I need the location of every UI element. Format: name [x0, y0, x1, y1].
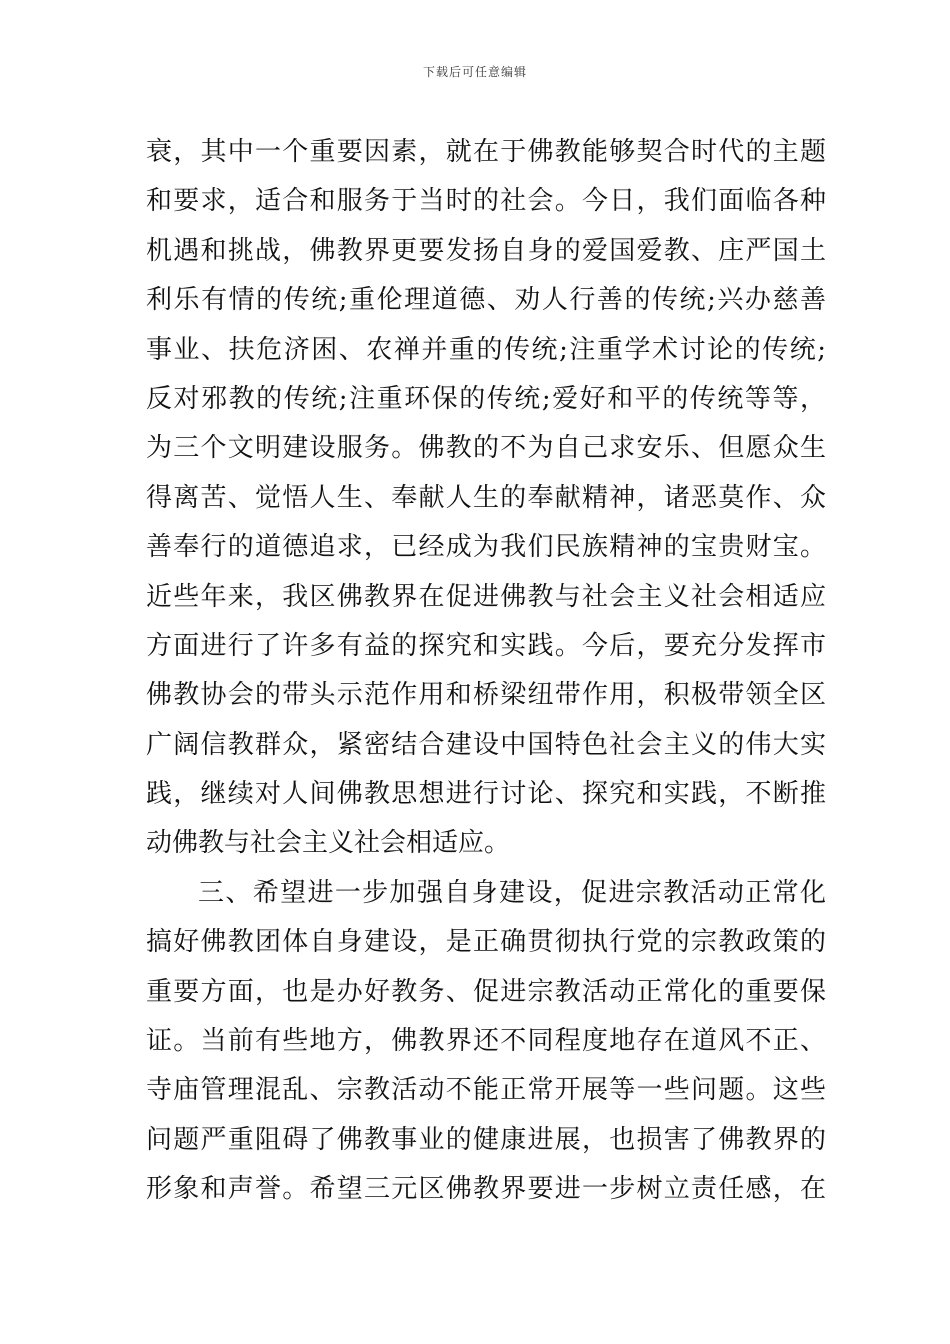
text-line: 佛教协会的带头示范作用和桥梁纽带作用，积极带领全区 — [146, 680, 826, 711]
text-line: 广阔信教群众，紧密结合建设中国特色社会主义的伟大实 — [146, 729, 826, 760]
document-body — [146, 128, 826, 1215]
text-line: 利乐有情的传统;重伦理道德、劝人行善的传统;兴办慈善 — [146, 285, 826, 316]
text-line: 得离苦、觉悟人生、奉献人生的奉献精神，诸恶莫作、众 — [146, 482, 826, 513]
text-line: 问题严重阻碍了佛教事业的健康进展，也损害了佛教界的 — [146, 1124, 826, 1155]
text-line: 反对邪教的传统;注重环保的传统;爱好和平的传统等等， — [146, 383, 826, 414]
text-line: 证。当前有些地方，佛教界还不同程度地存在道风不正、 — [146, 1026, 826, 1057]
text-line: 方面进行了许多有益的探究和实践。今后，要充分发挥市 — [146, 630, 826, 661]
text-line: 形象和声誉。希望三元区佛教界要进一步树立责任感，在 — [146, 1174, 826, 1205]
text-line: 机遇和挑战，佛教界更要发扬自身的爱国爱教、庄严国土 — [146, 235, 826, 266]
text-line: 衰，其中一个重要因素，就在于佛教能够契合时代的主题 — [146, 137, 826, 167]
text-line: 三、希望进一步加强自身建设，促进宗教活动正常化 — [198, 877, 826, 908]
text-line: 寺庙管理混乱、宗教活动不能正常开展等一些问题。这些 — [146, 1075, 826, 1106]
text-line: 和要求，适合和服务于当时的社会。今日，我们面临各种 — [146, 186, 826, 217]
text-line: 为三个文明建设服务。佛教的不为自己求安乐、但愿众生 — [146, 433, 826, 464]
text-line: 事业、扶危济困、农禅并重的传统;注重学术讨论的传统; — [146, 334, 826, 365]
text-line: 动佛教与社会主义社会相适应。 — [146, 828, 511, 859]
text-line: 践，继续对人间佛教思想进行讨论、探究和实践，不断推 — [146, 779, 826, 810]
text-line: 善奉行的道德追求，已经成为我们民族精神的宝贵财宝。 — [146, 532, 826, 563]
text-line: 近些年来，我区佛教界在促进佛教与社会主义社会相适应 — [146, 581, 826, 612]
text-line: 重要方面，也是办好教务、促进宗教活动正常化的重要保 — [146, 976, 826, 1007]
page-header: 下载后可任意编辑 — [422, 65, 527, 79]
text-line: 搞好佛教团体自身建设，是正确贯彻执行党的宗教政策的 — [146, 927, 826, 958]
